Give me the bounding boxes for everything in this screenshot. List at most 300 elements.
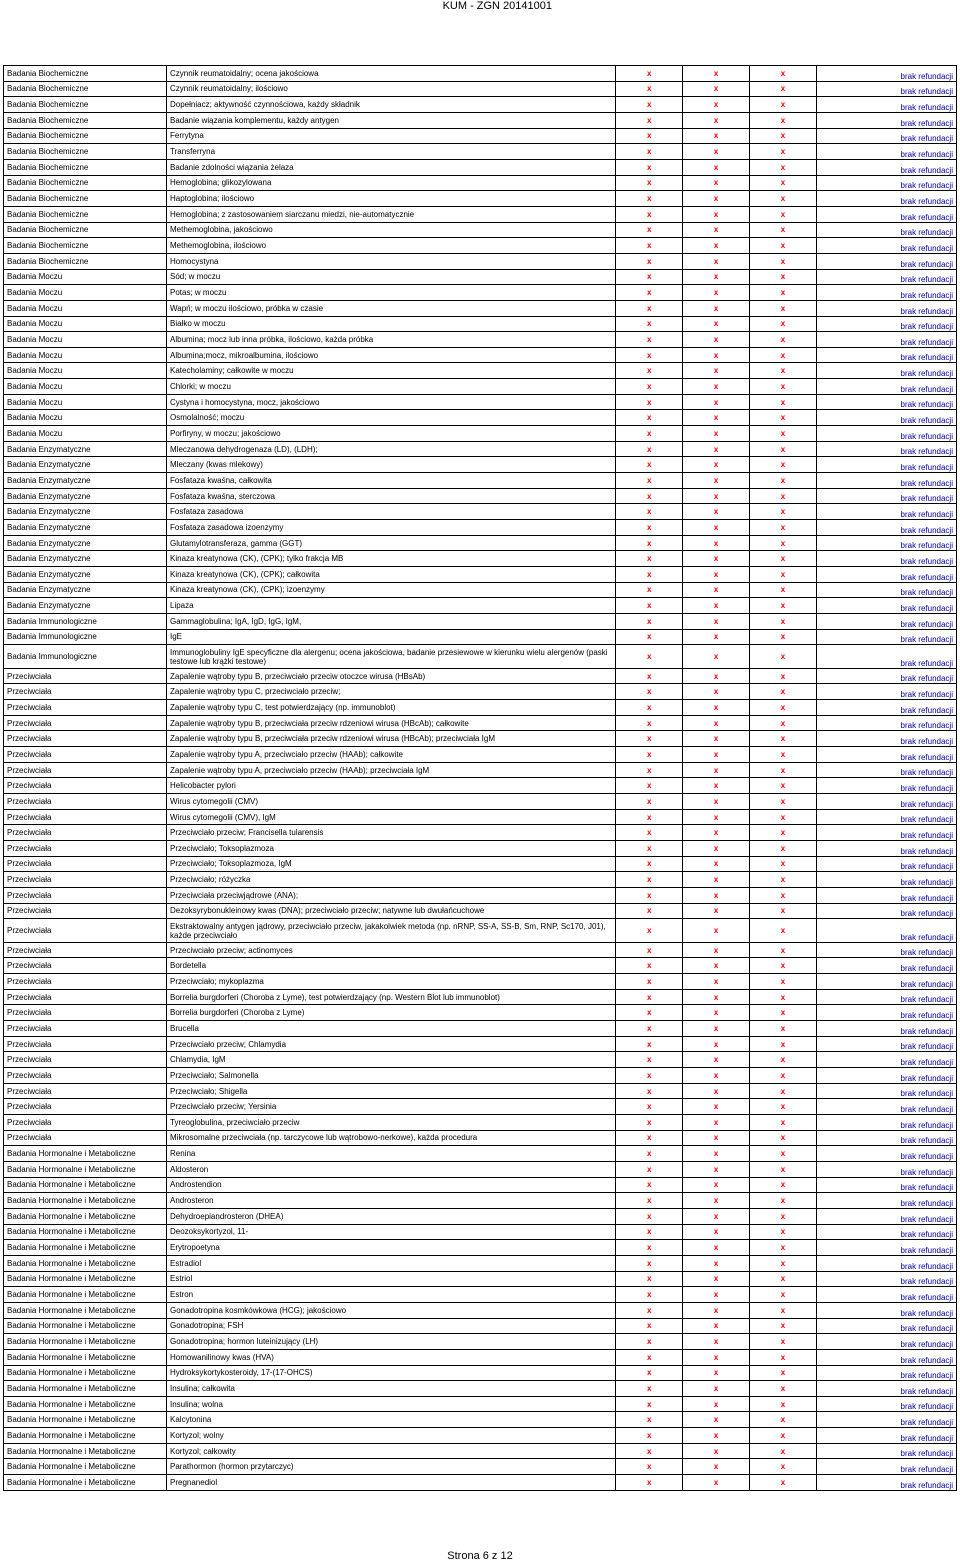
x-mark-cell: x: [683, 1130, 750, 1146]
x-mark-cell: x: [616, 1021, 683, 1037]
x-mark-cell: x: [683, 1052, 750, 1068]
category-cell: Przeciwciała: [4, 825, 167, 841]
x-mark-cell: x: [683, 887, 750, 903]
x-mark-cell: x: [683, 285, 750, 301]
category-cell: Przeciwciała: [4, 715, 167, 731]
table-row: [4, 1005, 957, 1021]
table-row: [4, 457, 957, 473]
x-mark-cell: x: [616, 551, 683, 567]
refund-status-cell: brak refundacji: [816, 974, 956, 990]
refund-status-cell: brak refundacji: [816, 1036, 956, 1052]
x-mark-cell: x: [683, 504, 750, 520]
test-name-cell: Gonadotropina; FSH: [167, 1318, 616, 1334]
table-row: [4, 1177, 957, 1193]
x-mark-cell: x: [683, 809, 750, 825]
category-cell: Badania Hormonalne i Metaboliczne: [4, 1349, 167, 1365]
refund-status-cell: brak refundacji: [816, 159, 956, 175]
x-mark-cell: x: [683, 97, 750, 113]
refund-status-cell: brak refundacji: [816, 441, 956, 457]
x-mark-cell: x: [683, 269, 750, 285]
x-mark-cell: x: [616, 1459, 683, 1475]
table-row: [4, 1193, 957, 1209]
x-mark-cell: x: [683, 762, 750, 778]
refund-status-cell: brak refundacji: [816, 809, 956, 825]
table-row: [4, 316, 957, 332]
test-name-cell: Porfiryny, w moczu; jakościowo: [167, 426, 616, 442]
test-name-cell: Androstendion: [167, 1177, 616, 1193]
refund-status-cell: brak refundacji: [816, 535, 956, 551]
table-row: [4, 1083, 957, 1099]
x-mark-cell: x: [750, 1475, 817, 1491]
x-mark-cell: x: [750, 715, 817, 731]
test-name-cell: Przeciwciało; Toksoplazmoza: [167, 841, 616, 857]
x-mark-cell: x: [616, 1255, 683, 1271]
refund-status-cell: brak refundacji: [816, 66, 956, 82]
refund-status-cell: brak refundacji: [816, 1365, 956, 1381]
table-row: [4, 269, 957, 285]
x-mark-cell: x: [683, 128, 750, 144]
refund-status-cell: brak refundacji: [816, 1412, 956, 1428]
x-mark-cell: x: [683, 856, 750, 872]
refund-status-cell: brak refundacji: [816, 778, 956, 794]
x-mark-cell: x: [616, 887, 683, 903]
category-cell: Badania Moczu: [4, 332, 167, 348]
refund-status-cell: brak refundacji: [816, 1443, 956, 1459]
category-cell: Przeciwciała: [4, 841, 167, 857]
refund-status-cell: brak refundacji: [816, 81, 956, 97]
table-row: [4, 1099, 957, 1115]
x-mark-cell: x: [683, 872, 750, 888]
x-mark-cell: x: [750, 668, 817, 684]
x-mark-cell: x: [616, 567, 683, 583]
table-row: [4, 347, 957, 363]
refund-status-cell: brak refundacji: [816, 1255, 956, 1271]
x-mark-cell: x: [616, 1177, 683, 1193]
x-mark-cell: x: [683, 473, 750, 489]
x-mark-cell: x: [616, 1193, 683, 1209]
refund-status-cell: brak refundacji: [816, 841, 956, 857]
table-row: [4, 175, 957, 191]
refund-status-cell: brak refundacji: [816, 1193, 956, 1209]
refund-status-cell: brak refundacji: [816, 175, 956, 191]
category-cell: Badania Moczu: [4, 410, 167, 426]
category-cell: Przeciwciała: [4, 989, 167, 1005]
x-mark-cell: x: [750, 1443, 817, 1459]
x-mark-cell: x: [683, 238, 750, 254]
x-mark-cell: x: [683, 1068, 750, 1084]
refund-status-cell: brak refundacji: [816, 856, 956, 872]
x-mark-cell: x: [750, 253, 817, 269]
x-mark-cell: x: [750, 989, 817, 1005]
x-mark-cell: x: [750, 159, 817, 175]
refund-status-cell: brak refundacji: [816, 1083, 956, 1099]
x-mark-cell: x: [683, 1255, 750, 1271]
category-cell: Badania Moczu: [4, 394, 167, 410]
x-mark-cell: x: [616, 1083, 683, 1099]
table-row: [4, 942, 957, 958]
category-cell: Przeciwciała: [4, 809, 167, 825]
x-mark-cell: x: [683, 535, 750, 551]
x-mark-cell: x: [683, 1193, 750, 1209]
test-name-cell: Wirus cytomegolii (CMV), IgM: [167, 809, 616, 825]
refund-status-cell: brak refundacji: [816, 684, 956, 700]
category-cell: Przeciwciała: [4, 919, 167, 943]
table-row: [4, 473, 957, 489]
refund-status-cell: brak refundacji: [816, 989, 956, 1005]
x-mark-cell: x: [750, 1068, 817, 1084]
x-mark-cell: x: [750, 269, 817, 285]
x-mark-cell: x: [616, 175, 683, 191]
category-cell: Badania Immunologiczne: [4, 629, 167, 645]
table-row: [4, 645, 957, 669]
category-cell: Przeciwciała: [4, 903, 167, 919]
refund-status-cell: brak refundacji: [816, 825, 956, 841]
test-name-cell: Przeciwciało; różyczka: [167, 872, 616, 888]
refund-status-cell: brak refundacji: [816, 1459, 956, 1475]
x-mark-cell: x: [616, 825, 683, 841]
test-name-cell: Sód; w moczu: [167, 269, 616, 285]
category-cell: Badania Hormonalne i Metaboliczne: [4, 1271, 167, 1287]
category-cell: Badania Enzymatyczne: [4, 473, 167, 489]
table-row: [4, 394, 957, 410]
refund-status-cell: brak refundacji: [816, 426, 956, 442]
test-name-cell: Hemoglobina; z zastosowaniem siarczanu miedzi, nie-automatycznie: [167, 206, 616, 222]
refund-status-cell: brak refundacji: [816, 1287, 956, 1303]
x-mark-cell: x: [616, 1240, 683, 1256]
test-name-cell: Przeciwciało; Salmonella: [167, 1068, 616, 1084]
refund-status-cell: brak refundacji: [816, 379, 956, 395]
table-row: [4, 128, 957, 144]
x-mark-cell: x: [616, 1334, 683, 1350]
x-mark-cell: x: [616, 66, 683, 82]
x-mark-cell: x: [683, 841, 750, 857]
x-mark-cell: x: [750, 1130, 817, 1146]
category-cell: Badania Hormonalne i Metaboliczne: [4, 1412, 167, 1428]
table-row: [4, 1287, 957, 1303]
refund-status-cell: brak refundacji: [816, 942, 956, 958]
x-mark-cell: x: [750, 1396, 817, 1412]
category-cell: Badania Biochemiczne: [4, 144, 167, 160]
category-cell: Badania Hormonalne i Metaboliczne: [4, 1396, 167, 1412]
category-cell: Badania Moczu: [4, 285, 167, 301]
category-cell: Badania Hormonalne i Metaboliczne: [4, 1443, 167, 1459]
x-mark-cell: x: [750, 128, 817, 144]
table-row: [4, 1255, 957, 1271]
x-mark-cell: x: [683, 778, 750, 794]
test-name-cell: Hemoglobina; glikozylowana: [167, 175, 616, 191]
x-mark-cell: x: [683, 1036, 750, 1052]
x-mark-cell: x: [683, 1224, 750, 1240]
x-mark-cell: x: [616, 520, 683, 536]
x-mark-cell: x: [683, 159, 750, 175]
refund-status-cell: brak refundacji: [816, 1396, 956, 1412]
x-mark-cell: x: [683, 175, 750, 191]
test-name-cell: Fosfataza kwaśna, sterczowa: [167, 488, 616, 504]
x-mark-cell: x: [616, 144, 683, 160]
x-mark-cell: x: [616, 668, 683, 684]
test-name-cell: Ferrytyna: [167, 128, 616, 144]
x-mark-cell: x: [616, 269, 683, 285]
x-mark-cell: x: [750, 598, 817, 614]
test-name-cell: Kortyzol; wolny: [167, 1428, 616, 1444]
x-mark-cell: x: [683, 1287, 750, 1303]
table-row: [4, 1443, 957, 1459]
test-name-cell: Estron: [167, 1287, 616, 1303]
refund-status-cell: brak refundacji: [816, 300, 956, 316]
table-row: [4, 919, 957, 943]
x-mark-cell: x: [750, 731, 817, 747]
test-name-cell: Borrelia burgdorferi (Choroba z Lyme): [167, 1005, 616, 1021]
x-mark-cell: x: [683, 684, 750, 700]
test-name-cell: Brucella: [167, 1021, 616, 1037]
test-name-cell: Dezoksyrybonukleinowy kwas (DNA); przeciwciało przeciw; natywne lub dwułańcuchowe: [167, 903, 616, 919]
test-name-cell: Parathormon (hormon przytarczyc): [167, 1459, 616, 1475]
x-mark-cell: x: [616, 1146, 683, 1162]
refund-status-cell: brak refundacji: [816, 285, 956, 301]
table-row: [4, 1146, 957, 1162]
category-cell: Badania Biochemiczne: [4, 81, 167, 97]
x-mark-cell: x: [616, 684, 683, 700]
category-cell: Badania Biochemiczne: [4, 97, 167, 113]
refund-status-cell: brak refundacji: [816, 567, 956, 583]
table-row: [4, 1021, 957, 1037]
x-mark-cell: x: [683, 1161, 750, 1177]
x-mark-cell: x: [683, 457, 750, 473]
test-name-cell: Zapalenie wątroby typu A, przeciwciało przeciw (HAAb); całkowite: [167, 747, 616, 763]
test-name-cell: Aldosteron: [167, 1161, 616, 1177]
test-name-cell: Kinaza kreatynowa (CK), (CPK); całkowita: [167, 567, 616, 583]
category-cell: Badania Biochemiczne: [4, 175, 167, 191]
test-name-cell: Zapalenie wątroby typu B, przeciwciało przeciw otoczce wirusa (HBsAb): [167, 668, 616, 684]
x-mark-cell: x: [683, 316, 750, 332]
category-cell: Badania Enzymatyczne: [4, 567, 167, 583]
x-mark-cell: x: [616, 426, 683, 442]
x-mark-cell: x: [750, 551, 817, 567]
x-mark-cell: x: [616, 1428, 683, 1444]
test-name-cell: Ekstraktowalny antygen jądrowy, przeciwciało przeciw, jakakolwiek metoda (np. nRNP, SS-A, SS-B, Sm, RNP, Sc170, J01), każde przeciwciało: [167, 919, 616, 943]
x-mark-cell: x: [683, 989, 750, 1005]
x-mark-cell: x: [616, 363, 683, 379]
x-mark-cell: x: [750, 238, 817, 254]
category-cell: Przeciwciała: [4, 731, 167, 747]
x-mark-cell: x: [750, 684, 817, 700]
x-mark-cell: x: [750, 379, 817, 395]
table-row: [4, 974, 957, 990]
x-mark-cell: x: [750, 520, 817, 536]
x-mark-cell: x: [750, 535, 817, 551]
refund-status-cell: brak refundacji: [816, 1005, 956, 1021]
x-mark-cell: x: [750, 778, 817, 794]
refund-status-cell: brak refundacji: [816, 206, 956, 222]
x-mark-cell: x: [750, 332, 817, 348]
x-mark-cell: x: [750, 841, 817, 857]
test-name-cell: Homowanilinowy kwas (HVA): [167, 1349, 616, 1365]
table-row: [4, 81, 957, 97]
test-name-cell: Zapalenie wątroby typu B, przeciwciała przeciw rdzeniowi wirusa (HBcAb); przeciwciała IgM: [167, 731, 616, 747]
category-cell: Badania Hormonalne i Metaboliczne: [4, 1208, 167, 1224]
table-row: [4, 206, 957, 222]
category-cell: Badania Hormonalne i Metaboliczne: [4, 1381, 167, 1397]
category-cell: Badania Moczu: [4, 379, 167, 395]
x-mark-cell: x: [750, 1208, 817, 1224]
x-mark-cell: x: [750, 1083, 817, 1099]
x-mark-cell: x: [616, 504, 683, 520]
refund-status-cell: brak refundacji: [816, 1052, 956, 1068]
x-mark-cell: x: [616, 441, 683, 457]
table-row: [4, 841, 957, 857]
test-name-cell: Badanie wiązania komplementu, każdy antygen: [167, 112, 616, 128]
x-mark-cell: x: [616, 473, 683, 489]
x-mark-cell: x: [750, 191, 817, 207]
refund-status-cell: brak refundacji: [816, 1146, 956, 1162]
x-mark-cell: x: [750, 1255, 817, 1271]
x-mark-cell: x: [683, 426, 750, 442]
x-mark-cell: x: [683, 715, 750, 731]
x-mark-cell: x: [683, 1428, 750, 1444]
x-mark-cell: x: [750, 1381, 817, 1397]
category-cell: Przeciwciała: [4, 942, 167, 958]
x-mark-cell: x: [616, 1287, 683, 1303]
category-cell: Badania Biochemiczne: [4, 191, 167, 207]
table-row: [4, 1068, 957, 1084]
category-cell: Badania Moczu: [4, 269, 167, 285]
refund-status-cell: brak refundacji: [816, 1475, 956, 1491]
x-mark-cell: x: [683, 1443, 750, 1459]
category-cell: Przeciwciała: [4, 1068, 167, 1084]
test-name-cell: Przeciwciała przeciwjądrowe (ANA);: [167, 887, 616, 903]
category-cell: Przeciwciała: [4, 794, 167, 810]
category-cell: Badania Enzymatyczne: [4, 488, 167, 504]
category-cell: Badania Enzymatyczne: [4, 598, 167, 614]
category-cell: Badania Hormonalne i Metaboliczne: [4, 1177, 167, 1193]
x-mark-cell: x: [750, 1036, 817, 1052]
x-mark-cell: x: [616, 222, 683, 238]
x-mark-cell: x: [616, 128, 683, 144]
category-cell: Badania Hormonalne i Metaboliczne: [4, 1302, 167, 1318]
x-mark-cell: x: [750, 1318, 817, 1334]
category-cell: Przeciwciała: [4, 1052, 167, 1068]
table-row: [4, 191, 957, 207]
x-mark-cell: x: [683, 1146, 750, 1162]
refund-status-cell: brak refundacji: [816, 645, 956, 669]
x-mark-cell: x: [750, 175, 817, 191]
x-mark-cell: x: [750, 1240, 817, 1256]
x-mark-cell: x: [683, 222, 750, 238]
x-mark-cell: x: [750, 144, 817, 160]
table-row: [4, 794, 957, 810]
x-mark-cell: x: [683, 974, 750, 990]
test-name-cell: Zapalenie wątroby typu C, test potwierdzający (np. immunoblot): [167, 700, 616, 716]
x-mark-cell: x: [683, 1099, 750, 1115]
x-mark-cell: x: [683, 1475, 750, 1491]
x-mark-cell: x: [616, 316, 683, 332]
test-name-cell: Transferryna: [167, 144, 616, 160]
table-row: [4, 582, 957, 598]
test-name-cell: Zapalenie wątroby typu A, przeciwciało przeciw (HAAb); przeciwciała IgM: [167, 762, 616, 778]
refund-status-cell: brak refundacji: [816, 1224, 956, 1240]
x-mark-cell: x: [616, 457, 683, 473]
x-mark-cell: x: [683, 1115, 750, 1131]
table-row: [4, 441, 957, 457]
x-mark-cell: x: [750, 613, 817, 629]
refund-status-cell: brak refundacji: [816, 1334, 956, 1350]
x-mark-cell: x: [683, 1021, 750, 1037]
refund-status-cell: brak refundacji: [816, 488, 956, 504]
table-row: [4, 684, 957, 700]
refund-status-cell: brak refundacji: [816, 394, 956, 410]
x-mark-cell: x: [750, 1177, 817, 1193]
category-cell: Badania Hormonalne i Metaboliczne: [4, 1146, 167, 1162]
category-cell: Badania Hormonalne i Metaboliczne: [4, 1161, 167, 1177]
x-mark-cell: x: [616, 645, 683, 669]
category-cell: Badania Enzymatyczne: [4, 504, 167, 520]
table-row: [4, 520, 957, 536]
table-row: [4, 668, 957, 684]
category-cell: Badania Immunologiczne: [4, 613, 167, 629]
table-row: [4, 1036, 957, 1052]
category-cell: Badania Enzymatyczne: [4, 582, 167, 598]
table-row: [4, 66, 957, 82]
test-name-cell: Przeciwciało przeciw; Yersinia: [167, 1099, 616, 1115]
table-row: [4, 825, 957, 841]
test-name-cell: Chlorki; w moczu: [167, 379, 616, 395]
x-mark-cell: x: [616, 1443, 683, 1459]
table-row: [4, 731, 957, 747]
x-mark-cell: x: [616, 778, 683, 794]
x-mark-cell: x: [616, 762, 683, 778]
refund-status-cell: brak refundacji: [816, 872, 956, 888]
table-row: [4, 426, 957, 442]
x-mark-cell: x: [750, 582, 817, 598]
x-mark-cell: x: [683, 551, 750, 567]
x-mark-cell: x: [683, 206, 750, 222]
refund-status-cell: brak refundacji: [816, 1302, 956, 1318]
x-mark-cell: x: [750, 1302, 817, 1318]
category-cell: Przeciwciała: [4, 778, 167, 794]
x-mark-cell: x: [616, 582, 683, 598]
table-row: [4, 1412, 957, 1428]
x-mark-cell: x: [616, 81, 683, 97]
x-mark-cell: x: [750, 794, 817, 810]
test-name-cell: Bordetella: [167, 958, 616, 974]
test-name-cell: Tyreoglobulina, przeciwciało przeciw: [167, 1115, 616, 1131]
test-name-cell: Gonadotropina; hormon luteinizujący (LH): [167, 1334, 616, 1350]
x-mark-cell: x: [683, 1208, 750, 1224]
table-row: [4, 1396, 957, 1412]
table-row: [4, 1428, 957, 1444]
x-mark-cell: x: [616, 942, 683, 958]
test-name-cell: Immunoglobuliny IgE specyficzne dla alergenu; ocena jakościowa, badanie przesiewowe w kierunku wielu alergenów (paski testowe lub krążki testowe): [167, 645, 616, 669]
x-mark-cell: x: [616, 285, 683, 301]
table-row: [4, 1115, 957, 1131]
x-mark-cell: x: [616, 1381, 683, 1397]
table-row: [4, 613, 957, 629]
x-mark-cell: x: [616, 989, 683, 1005]
x-mark-cell: x: [683, 1240, 750, 1256]
table-row: [4, 1365, 957, 1381]
test-name-cell: Przeciwciało przeciw; Francisella tularensis: [167, 825, 616, 841]
test-name-cell: Pregnanediol: [167, 1475, 616, 1491]
x-mark-cell: x: [750, 206, 817, 222]
category-cell: Badania Hormonalne i Metaboliczne: [4, 1255, 167, 1271]
refund-status-cell: brak refundacji: [816, 700, 956, 716]
x-mark-cell: x: [750, 285, 817, 301]
x-mark-cell: x: [750, 300, 817, 316]
category-cell: Przeciwciała: [4, 1021, 167, 1037]
x-mark-cell: x: [616, 1271, 683, 1287]
category-cell: Badania Hormonalne i Metaboliczne: [4, 1318, 167, 1334]
refund-status-cell: brak refundacji: [816, 363, 956, 379]
